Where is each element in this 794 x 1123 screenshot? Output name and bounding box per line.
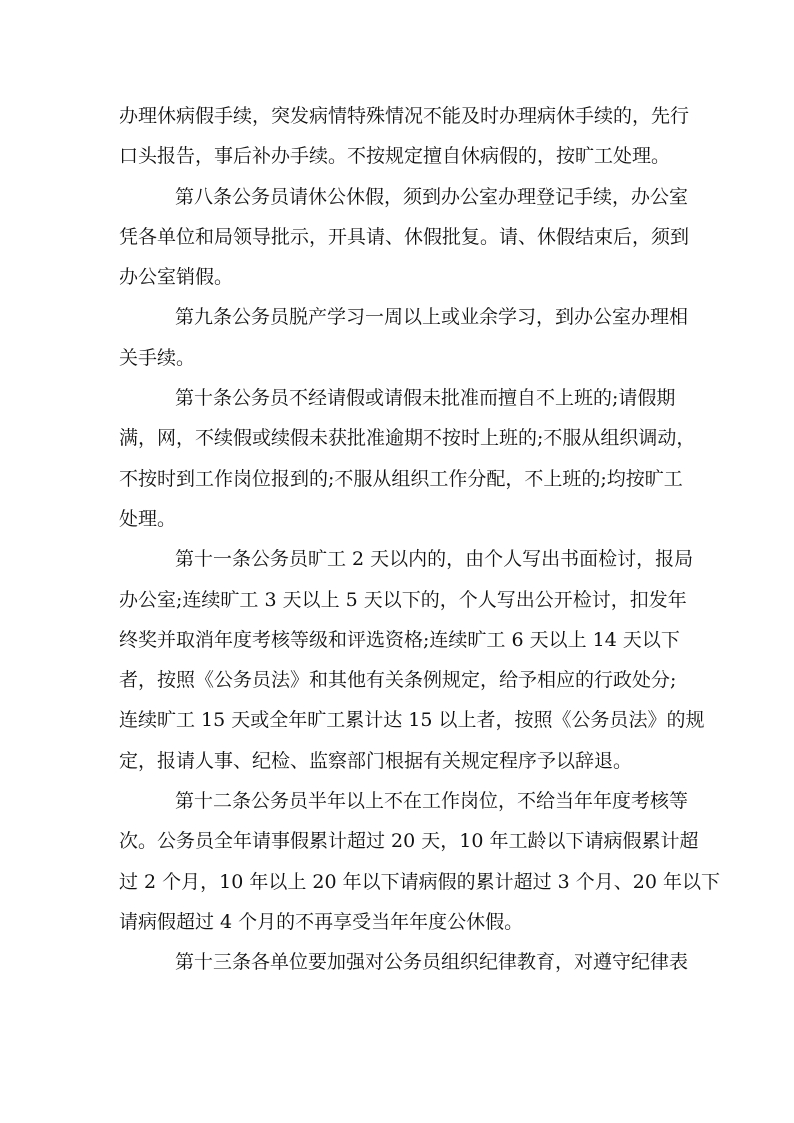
text-line: 处理。: [119, 507, 177, 530]
paragraph-first-line: 第八条公务员请休公休假，须到办公室办理登记手续，办公室: [175, 185, 689, 208]
text-line: 请病假超过 4 个月的不再享受当年年度公休假。: [119, 910, 524, 933]
text-line: 终奖并取消年度考核等级和评选资格;连续旷工 6 天以上 14 天以下: [119, 628, 680, 651]
text-line: 过 2 个月，10 年以上 20 年以下请病假的累计超过 3 个月、20 年以下: [119, 870, 721, 893]
text-line: 不按时到工作岗位报到的;不服从组织工作分配，不上班的;均按旷工: [119, 467, 683, 490]
text-line: 办理休病假手续，突发病情特殊情况不能及时办理病休手续的，先行: [119, 105, 690, 127]
paragraph-first-line: 第十三条各单位要加强对公务员组织纪律教育，对遵守纪律表: [175, 951, 689, 974]
text-line: 口头报告，事后补办手续。不按规定擅自休病假的，按旷工处理。: [119, 145, 671, 168]
text-line: 满，网，不续假或续假未获批准逾期不按时上班的;不服从组织调动，: [119, 427, 696, 450]
text-line: 次。公务员全年请事假累计超过 20 天，10 年工龄以下请病假累计超: [119, 830, 699, 853]
text-line: 关手续。: [119, 346, 196, 369]
document-body: [119, 96, 721, 983]
paragraph-first-line: 第十二条公务员半年以上不在工作岗位，不给当年年度考核等: [175, 790, 689, 813]
text-line: 办公室;连续旷工 3 天以上 5 天以下的，个人写出公开检讨，扣发年: [119, 588, 687, 611]
paragraph-first-line: 第十条公务员不经请假或请假未批准而擅自不上班的;请假期: [175, 387, 676, 410]
text-line: 定，报请人事、纪检、监察部门根据有关规定程序予以辞退。: [119, 749, 633, 772]
text-line: 者，按照《公务员法》和其他有关条例规定，给予相应的行政处分;: [119, 669, 677, 692]
paragraph-first-line: 第十一条公务员旷工 2 天以内的，由个人写出书面检讨，报局: [175, 548, 694, 571]
text-line: 办公室销假。: [119, 266, 234, 289]
text-line: 连续旷工 15 天或全年旷工累计达 15 以上者，按照《公务员法》的规: [119, 709, 705, 732]
text-line: 凭各单位和局领导批示，开具请、休假批复。请、休假结束后，须到: [119, 225, 690, 248]
paragraph-first-line: 第九条公务员脱产学习一周以上或业余学习，到办公室办理相: [175, 306, 689, 329]
